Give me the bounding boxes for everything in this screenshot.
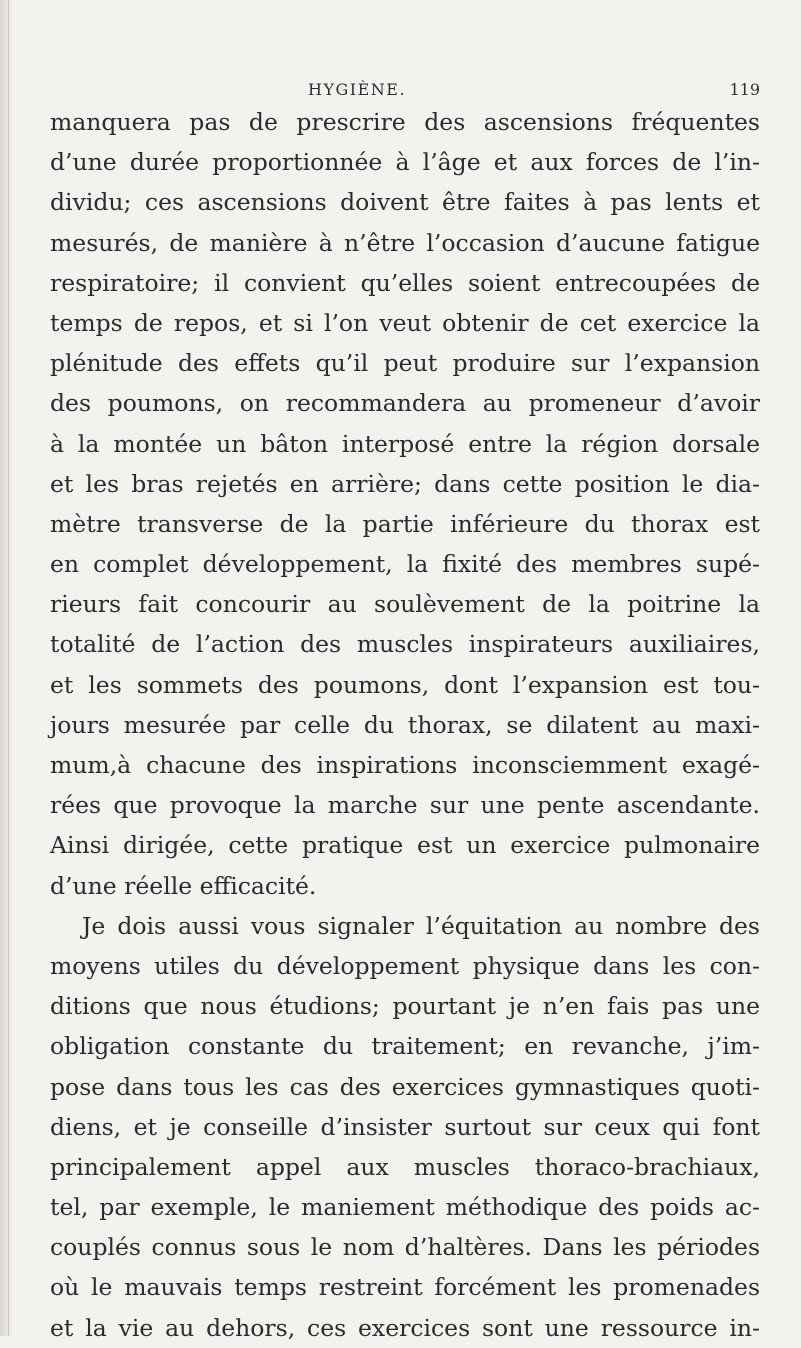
running-title: HYGIÈNE. bbox=[308, 80, 407, 99]
text-line: à la montée un bâton interposé entre la région dorsale bbox=[50, 429, 760, 458]
text-line: jours mesurée par celle du thorax, se dilatent au maxi- bbox=[50, 710, 760, 739]
text-line: des poumons, on recommandera au promeneur d’avoir bbox=[50, 389, 760, 418]
text-line: principalement appel aux muscles thoraco-brachiaux, bbox=[50, 1152, 760, 1181]
running-header bbox=[50, 78, 760, 102]
text-line: et la vie au dehors, ces exercices sont une ressource in- bbox=[50, 1313, 760, 1342]
text-line: et les sommets des poumons, dont l’expansion est tou- bbox=[50, 670, 760, 699]
text-line: d’une durée proportionnée à l’âge et aux forces de l’in- bbox=[50, 148, 760, 177]
text-line: mesurés, de manière à n’être l’occasion d’aucune fatigue bbox=[50, 228, 760, 257]
text-line: totalité de l’action des muscles inspirateurs auxiliaires, bbox=[50, 630, 760, 659]
text-line: moyens utiles du développement physique dans les con- bbox=[50, 951, 760, 980]
page-binding-edge bbox=[0, 0, 14, 1336]
text-line: Ainsi dirigée, cette pratique est un exercice pulmonaire bbox=[50, 831, 760, 860]
text-line: où le mauvais temps restreint forcément les promenades bbox=[50, 1273, 760, 1302]
text-line: mum,à chacune des inspirations inconsciemment exagé- bbox=[50, 751, 760, 779]
text-line: rieurs fait concourir au soulèvement de la poitrine la bbox=[50, 590, 760, 619]
binding-line bbox=[8, 0, 9, 1336]
text-line: diens, et je conseille d’insister surtout sur ceux qui font bbox=[50, 1112, 760, 1141]
text-line: obligation constante du traitement; en revanche, j’im- bbox=[50, 1032, 760, 1061]
page-number: 119 bbox=[729, 80, 760, 99]
text-line: respiratoire; il convient qu’elles soient entrecoupées de bbox=[50, 268, 760, 297]
text-line: manquera pas de prescrire des ascensions fréquentes bbox=[50, 108, 760, 136]
text-line: rées que provoque la marche sur une pente ascendante. bbox=[50, 791, 760, 820]
body-text bbox=[50, 102, 760, 1348]
paragraph-end-line: d’une réelle efficacité. bbox=[50, 871, 317, 900]
text-line: mètre transverse de la partie inférieure du thorax est bbox=[50, 509, 760, 538]
text-line: en complet développement, la fixité des membres supé- bbox=[50, 550, 760, 579]
text-line: pose dans tous les cas des exercices gymnastiques quoti- bbox=[50, 1072, 760, 1101]
paragraph-start-line: Je dois aussi vous signaler l’équitation au nombre des bbox=[82, 911, 760, 940]
text-line: et les bras rejetés en arrière; dans cette position le dia- bbox=[50, 469, 760, 498]
text-line: couplés connus sous le nom d’haltères. Dans les périodes bbox=[50, 1233, 760, 1262]
text-line: plénitude des effets qu’il peut produire sur l’expansion bbox=[50, 349, 760, 378]
text-line: tel, par exemple, le maniement méthodique des poids ac- bbox=[50, 1193, 760, 1222]
text-line: ditions que nous étudions; pourtant je n’en fais pas une bbox=[50, 992, 760, 1021]
text-line: dividu; ces ascensions doivent être faites à pas lents et bbox=[50, 188, 760, 217]
text-line: temps de repos, et si l’on veut obtenir de cet exercice la bbox=[50, 308, 760, 337]
